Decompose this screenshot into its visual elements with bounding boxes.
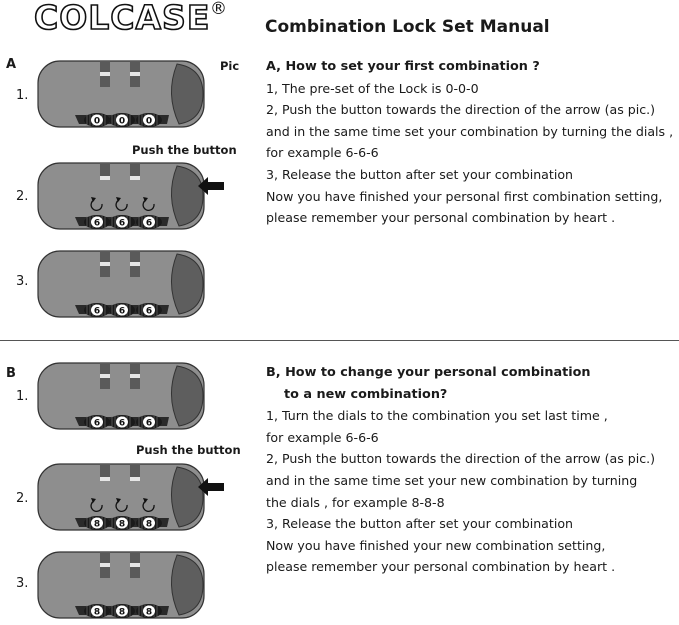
lock-illustration-a2 xyxy=(37,162,207,236)
section-b-step-1-number: 1. xyxy=(16,389,29,404)
shackle-slot xyxy=(100,163,110,177)
dial-wheel xyxy=(136,303,162,317)
section-b-line-5: the dials , for example 8-8-8 xyxy=(266,494,445,510)
section-b-line-7: Now you have finished your new combination setting, xyxy=(266,537,606,553)
shackle-slot xyxy=(100,464,110,478)
dial-wheel xyxy=(84,113,110,127)
section-b-heading-line-1: B, How to change your personal combination xyxy=(266,365,591,380)
section-a-line-3: and in the same time set your combination by turning the dials , xyxy=(266,123,674,139)
section-a-pic-label: Pic xyxy=(220,59,240,73)
dial-wheel xyxy=(109,303,135,317)
dial-wheel xyxy=(84,516,110,530)
dial-wheel xyxy=(136,215,162,229)
dial-wheel xyxy=(109,215,135,229)
dial-wheel xyxy=(84,303,110,317)
dial-digit: 6 xyxy=(93,218,101,229)
section-a-step-1-number: 1. xyxy=(16,88,29,103)
dial-digit: 6 xyxy=(145,218,153,229)
manual-title: Combination Lock Set Manual xyxy=(265,17,550,37)
dial-wheel xyxy=(109,516,135,530)
section-b-line-3: 2, Push the button towards the direction of the arrow (as pic.) xyxy=(266,451,656,467)
dial-digit: 0 xyxy=(145,116,153,127)
dial-wheel xyxy=(84,215,110,229)
brand-logo: COLCASE xyxy=(34,0,211,37)
shackle-slot xyxy=(130,163,140,177)
section-b-line-2: for example 6-6-6 xyxy=(266,429,379,445)
section-a-line-5: 3, Release the button after set your combination xyxy=(266,166,574,182)
dial-digit: 8 xyxy=(118,607,126,618)
dial-wheel xyxy=(109,415,135,429)
section-b-heading-line-2: to a new combination? xyxy=(284,386,448,402)
dial-wheel xyxy=(136,604,162,618)
section-a-line-4: for example 6-6-6 xyxy=(266,145,379,161)
section-b-step-3-number: 3. xyxy=(16,576,29,591)
section-b-letter: B xyxy=(6,366,16,381)
section-b-line-1: 1, Turn the dials to the combination you set last time , xyxy=(266,408,608,424)
lock-illustration-a3 xyxy=(37,250,207,324)
lock-illustration-b1 xyxy=(37,362,207,436)
dial-digit: 0 xyxy=(118,116,126,127)
section-a-push-label: Push the button xyxy=(132,143,237,157)
dial-digit: 8 xyxy=(145,519,153,530)
dial-wheel xyxy=(136,415,162,429)
section-a-heading: A, How to set your first combination ? xyxy=(266,59,540,74)
section-b-push-label: Push the button xyxy=(136,443,241,457)
section-b-line-8: please remember your personal combination by heart . xyxy=(266,559,616,575)
dial-digit: 6 xyxy=(93,306,101,317)
section-b-instructions xyxy=(266,362,655,578)
lock-illustration-a1 xyxy=(37,60,207,134)
section-a-step-3-number: 3. xyxy=(16,274,29,289)
section-a-letter: A xyxy=(6,57,17,72)
section-b-line-6: 3, Release the button after set your combination xyxy=(266,516,574,532)
shackle-slot xyxy=(130,464,140,478)
dial-digit: 6 xyxy=(118,418,126,429)
dial-wheel xyxy=(84,604,110,618)
dial-wheel xyxy=(136,113,162,127)
section-a-line-6: Now you have finished your personal first combination setting, xyxy=(266,188,663,204)
dial-digit: 8 xyxy=(145,607,153,618)
section-a-step-2-number: 2. xyxy=(16,189,29,204)
dial-digit: 6 xyxy=(118,218,126,229)
section-a-line-1: 1, The pre-set of the Lock is 0-0-0 xyxy=(266,80,479,96)
registered-mark: ® xyxy=(210,0,227,19)
dial-wheel xyxy=(136,516,162,530)
dial-digit: 8 xyxy=(118,519,126,530)
dial-digit: 6 xyxy=(145,306,153,317)
lock-illustration-b3 xyxy=(37,551,207,625)
dial-digit: 8 xyxy=(93,519,101,530)
section-b-step-2-number: 2. xyxy=(16,491,29,506)
dial-wheel xyxy=(109,113,135,127)
section-a-instructions xyxy=(266,56,673,229)
dial-digit: 0 xyxy=(93,116,101,127)
dial-wheel xyxy=(109,604,135,618)
dial-wheel xyxy=(84,415,110,429)
section-divider xyxy=(0,340,679,341)
section-a-line-2: 2, Push the button towards the direction of the arrow (as pic.) xyxy=(266,102,656,118)
push-arrow-icon xyxy=(198,478,224,496)
dial-digit: 6 xyxy=(118,306,126,317)
dial-digit: 8 xyxy=(93,607,101,618)
section-b-line-4: and in the same time set your new combination by turning xyxy=(266,472,638,488)
push-arrow-icon xyxy=(198,177,224,195)
section-a-line-7: please remember your personal combination by heart . xyxy=(266,210,616,226)
dial-digit: 6 xyxy=(145,418,153,429)
dial-digit: 6 xyxy=(93,418,101,429)
lock-illustration-b2 xyxy=(37,463,207,537)
